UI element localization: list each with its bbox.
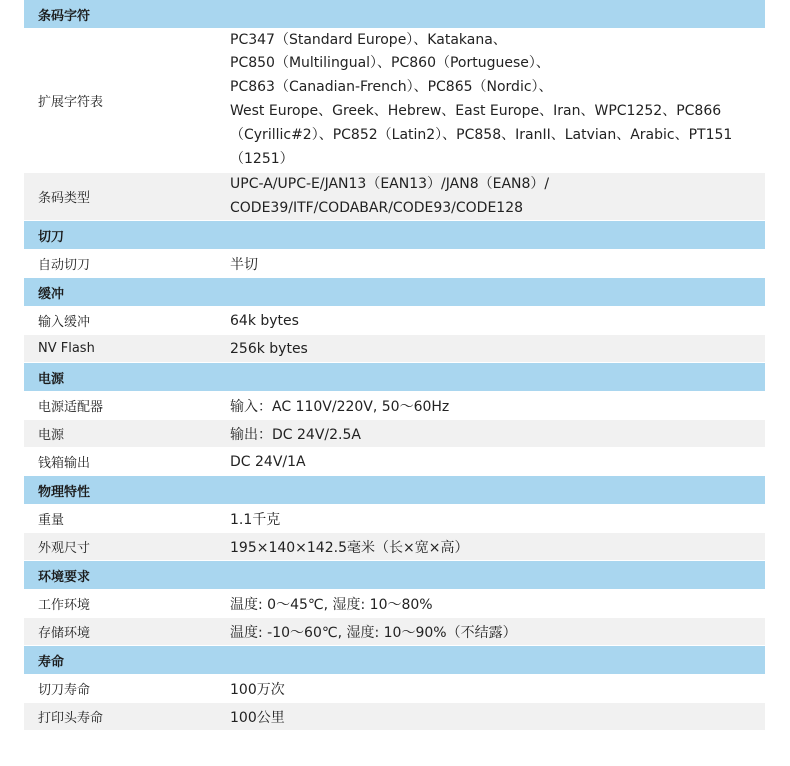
section-title: 电源 [38, 371, 65, 387]
row-cutter-life [24, 675, 765, 702]
row-value: 温度: 0～45℃, 湿度: 10～80% [230, 596, 433, 613]
row-drawer-out [24, 448, 765, 475]
row-barcode-type [24, 173, 765, 220]
value-line: UPC-A/UPC-E/JAN13（EAN13）/JAN8（EAN8）/ [230, 175, 550, 192]
row-label: 外观尺寸 [38, 541, 91, 556]
row-value: 256k bytes [230, 340, 308, 357]
row-nv-flash [24, 335, 765, 362]
row-label: 输入缓冲 [38, 315, 91, 330]
section-environment [24, 561, 765, 589]
row-dimensions [24, 533, 765, 560]
section-power [24, 363, 765, 391]
row-label: 电源适配器 [38, 400, 104, 415]
row-power-out [24, 420, 765, 447]
row-value: 输入：AC 110V/220V, 50～60Hz [230, 398, 450, 415]
row-label: 存储环境 [38, 626, 91, 641]
row-value: 半切 [230, 256, 258, 273]
row-label: 条码类型 [38, 191, 91, 206]
row-storage-env [24, 618, 765, 645]
row-value: 64k bytes [230, 312, 299, 329]
row-value: 100公里 [230, 709, 285, 726]
row-input-buffer [24, 307, 765, 334]
section-title: 寿命 [38, 654, 65, 670]
row-head-life [24, 703, 765, 730]
section-barcode-chars [24, 0, 765, 28]
row-value [230, 173, 765, 221]
section-cutter [24, 221, 765, 249]
row-value: 195×140×142.5毫米（长×宽×高） [230, 539, 469, 556]
row-adapter [24, 392, 765, 419]
row-label: 工作环境 [38, 598, 91, 613]
value-line: （Cyrillic#2）、PC852（Latin2）、PC858、IranII、Latvian、Arabic、PT151 [230, 126, 733, 143]
section-title: 物理特性 [38, 484, 91, 500]
row-label: 扩展字符表 [38, 95, 104, 110]
row-label: 钱箱输出 [38, 456, 91, 471]
row-operating-env [24, 590, 765, 617]
value-line: （1251） [230, 150, 294, 167]
section-title: 条码字符 [38, 8, 91, 24]
row-value: 1.1千克 [230, 511, 281, 528]
section-title: 环境要求 [38, 569, 91, 585]
row-value [230, 27, 765, 175]
row-ext-charset [24, 29, 765, 172]
row-label: 切刀寿命 [38, 683, 91, 698]
row-label: 重量 [38, 513, 65, 528]
row-value: 输出：DC 24V/2.5A [230, 426, 361, 443]
row-label: NV Flash [38, 341, 95, 356]
row-label: 打印头寿命 [38, 711, 104, 726]
row-value: 100万次 [230, 681, 285, 698]
section-title: 缓冲 [38, 286, 65, 302]
row-auto-cut [24, 250, 765, 277]
value-line: CODE39/ITF/CODABAR/CODE93/CODE128 [230, 199, 524, 216]
value-line: PC863（Canadian-French）、PC865（Nordic）、 [230, 79, 553, 96]
spec-table [24, 0, 765, 731]
section-physical [24, 476, 765, 504]
row-label: 自动切刀 [38, 258, 91, 273]
row-value: DC 24V/1A [230, 453, 306, 470]
row-value: 温度: -10～60℃, 湿度: 10～90%（不结露） [230, 624, 517, 641]
section-lifespan [24, 646, 765, 674]
value-line: PC850（Multilingual）、PC860（Portuguese）、 [230, 55, 550, 72]
row-label: 电源 [38, 428, 65, 443]
section-title: 切刀 [38, 229, 65, 245]
value-line: West Europe、Greek、Hebrew、East Europe、Iran、WPC1252、PC866 [230, 103, 722, 119]
value-line: PC347（Standard Europe）、Katakana、 [230, 31, 507, 48]
row-weight [24, 505, 765, 532]
section-buffer [24, 278, 765, 306]
